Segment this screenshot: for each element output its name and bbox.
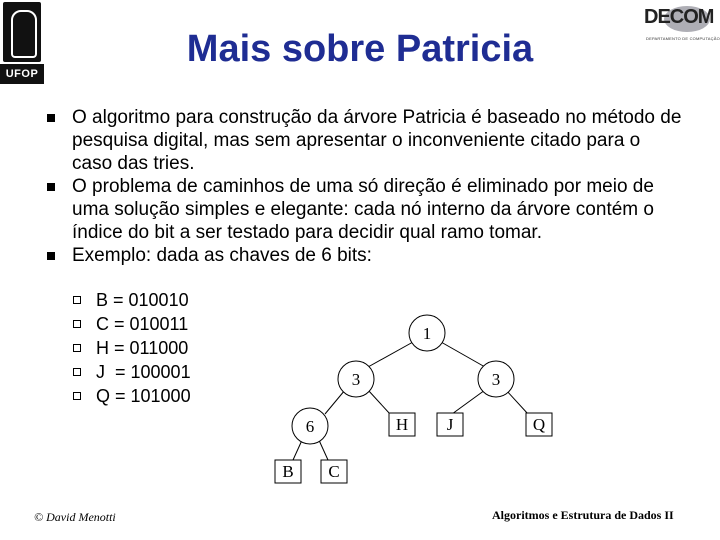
key-text: C = 010011 xyxy=(96,314,189,334)
slide-title: Mais sobre Patricia xyxy=(186,28,534,70)
key-text: Q = 101000 xyxy=(96,386,191,406)
leaf-h-label: H xyxy=(395,415,409,434)
decom-logo-subtitle: DEPARTAMENTO DE COMPUTAÇÃO xyxy=(646,36,720,41)
tree-edges xyxy=(293,342,528,460)
key-text: B = 010010 xyxy=(96,290,189,310)
square-bullet-icon xyxy=(47,114,55,122)
key-item xyxy=(70,360,191,384)
edge-right-j xyxy=(452,390,485,414)
ufop-logo-text: UFOP xyxy=(0,64,44,84)
leaf-j-label: J xyxy=(446,415,454,434)
key-item xyxy=(70,336,191,360)
edge-right-q xyxy=(506,390,528,414)
leaf-c-label: C xyxy=(328,462,340,481)
bullet-text: O algoritmo para construção da árvore Patricia é baseado no método de pesquisa digital, mas sem apresentar o inconveniente citado para o caso das tries. xyxy=(72,107,682,174)
bullet-text: Exemplo: dada as chaves de 6 bits: xyxy=(72,245,372,266)
hollow-square-bullet-icon xyxy=(73,296,81,304)
edge-left-h xyxy=(368,390,390,414)
key-item xyxy=(70,384,191,408)
footer-author: © David Menotti xyxy=(34,510,116,524)
key-item xyxy=(70,288,191,312)
bullet-item xyxy=(44,244,684,267)
bullet-item xyxy=(44,175,684,244)
bullet-item xyxy=(44,106,684,175)
left-internal-label: 3 xyxy=(351,370,361,389)
leaf-q-label: Q xyxy=(532,415,546,434)
edge-root-left xyxy=(368,342,413,367)
hollow-square-bullet-icon xyxy=(73,344,81,352)
leaf-b-label: B xyxy=(282,462,294,481)
key-text: H = 011000 xyxy=(96,338,189,358)
footer-course: Algoritmos e Estrutura de Dados II xyxy=(492,508,674,522)
hollow-square-bullet-icon xyxy=(73,368,81,376)
edge-left-6 xyxy=(325,390,345,414)
key-text: J = 100001 xyxy=(96,362,191,382)
bullet-text: O problema de caminhos de uma só direção é eliminado por meio de uma solução simples e elegante: cada nó interno da árvore contém o índice do bit a ser testado para decidir qual ramo tomar. xyxy=(72,176,654,243)
node-6-label: 6 xyxy=(305,417,315,436)
right-internal-label: 3 xyxy=(491,370,501,389)
square-bullet-icon xyxy=(47,252,55,260)
hollow-square-bullet-icon xyxy=(73,320,81,328)
root-label: 1 xyxy=(422,324,432,343)
square-bullet-icon xyxy=(47,183,55,191)
decom-logo-text: DECOM xyxy=(644,6,714,28)
key-item xyxy=(70,312,191,336)
edge-root-right xyxy=(441,342,485,367)
key-list xyxy=(70,288,191,408)
hollow-square-bullet-icon xyxy=(73,392,81,400)
patricia-tree-diagram xyxy=(270,312,570,490)
bullet-list xyxy=(44,106,684,267)
